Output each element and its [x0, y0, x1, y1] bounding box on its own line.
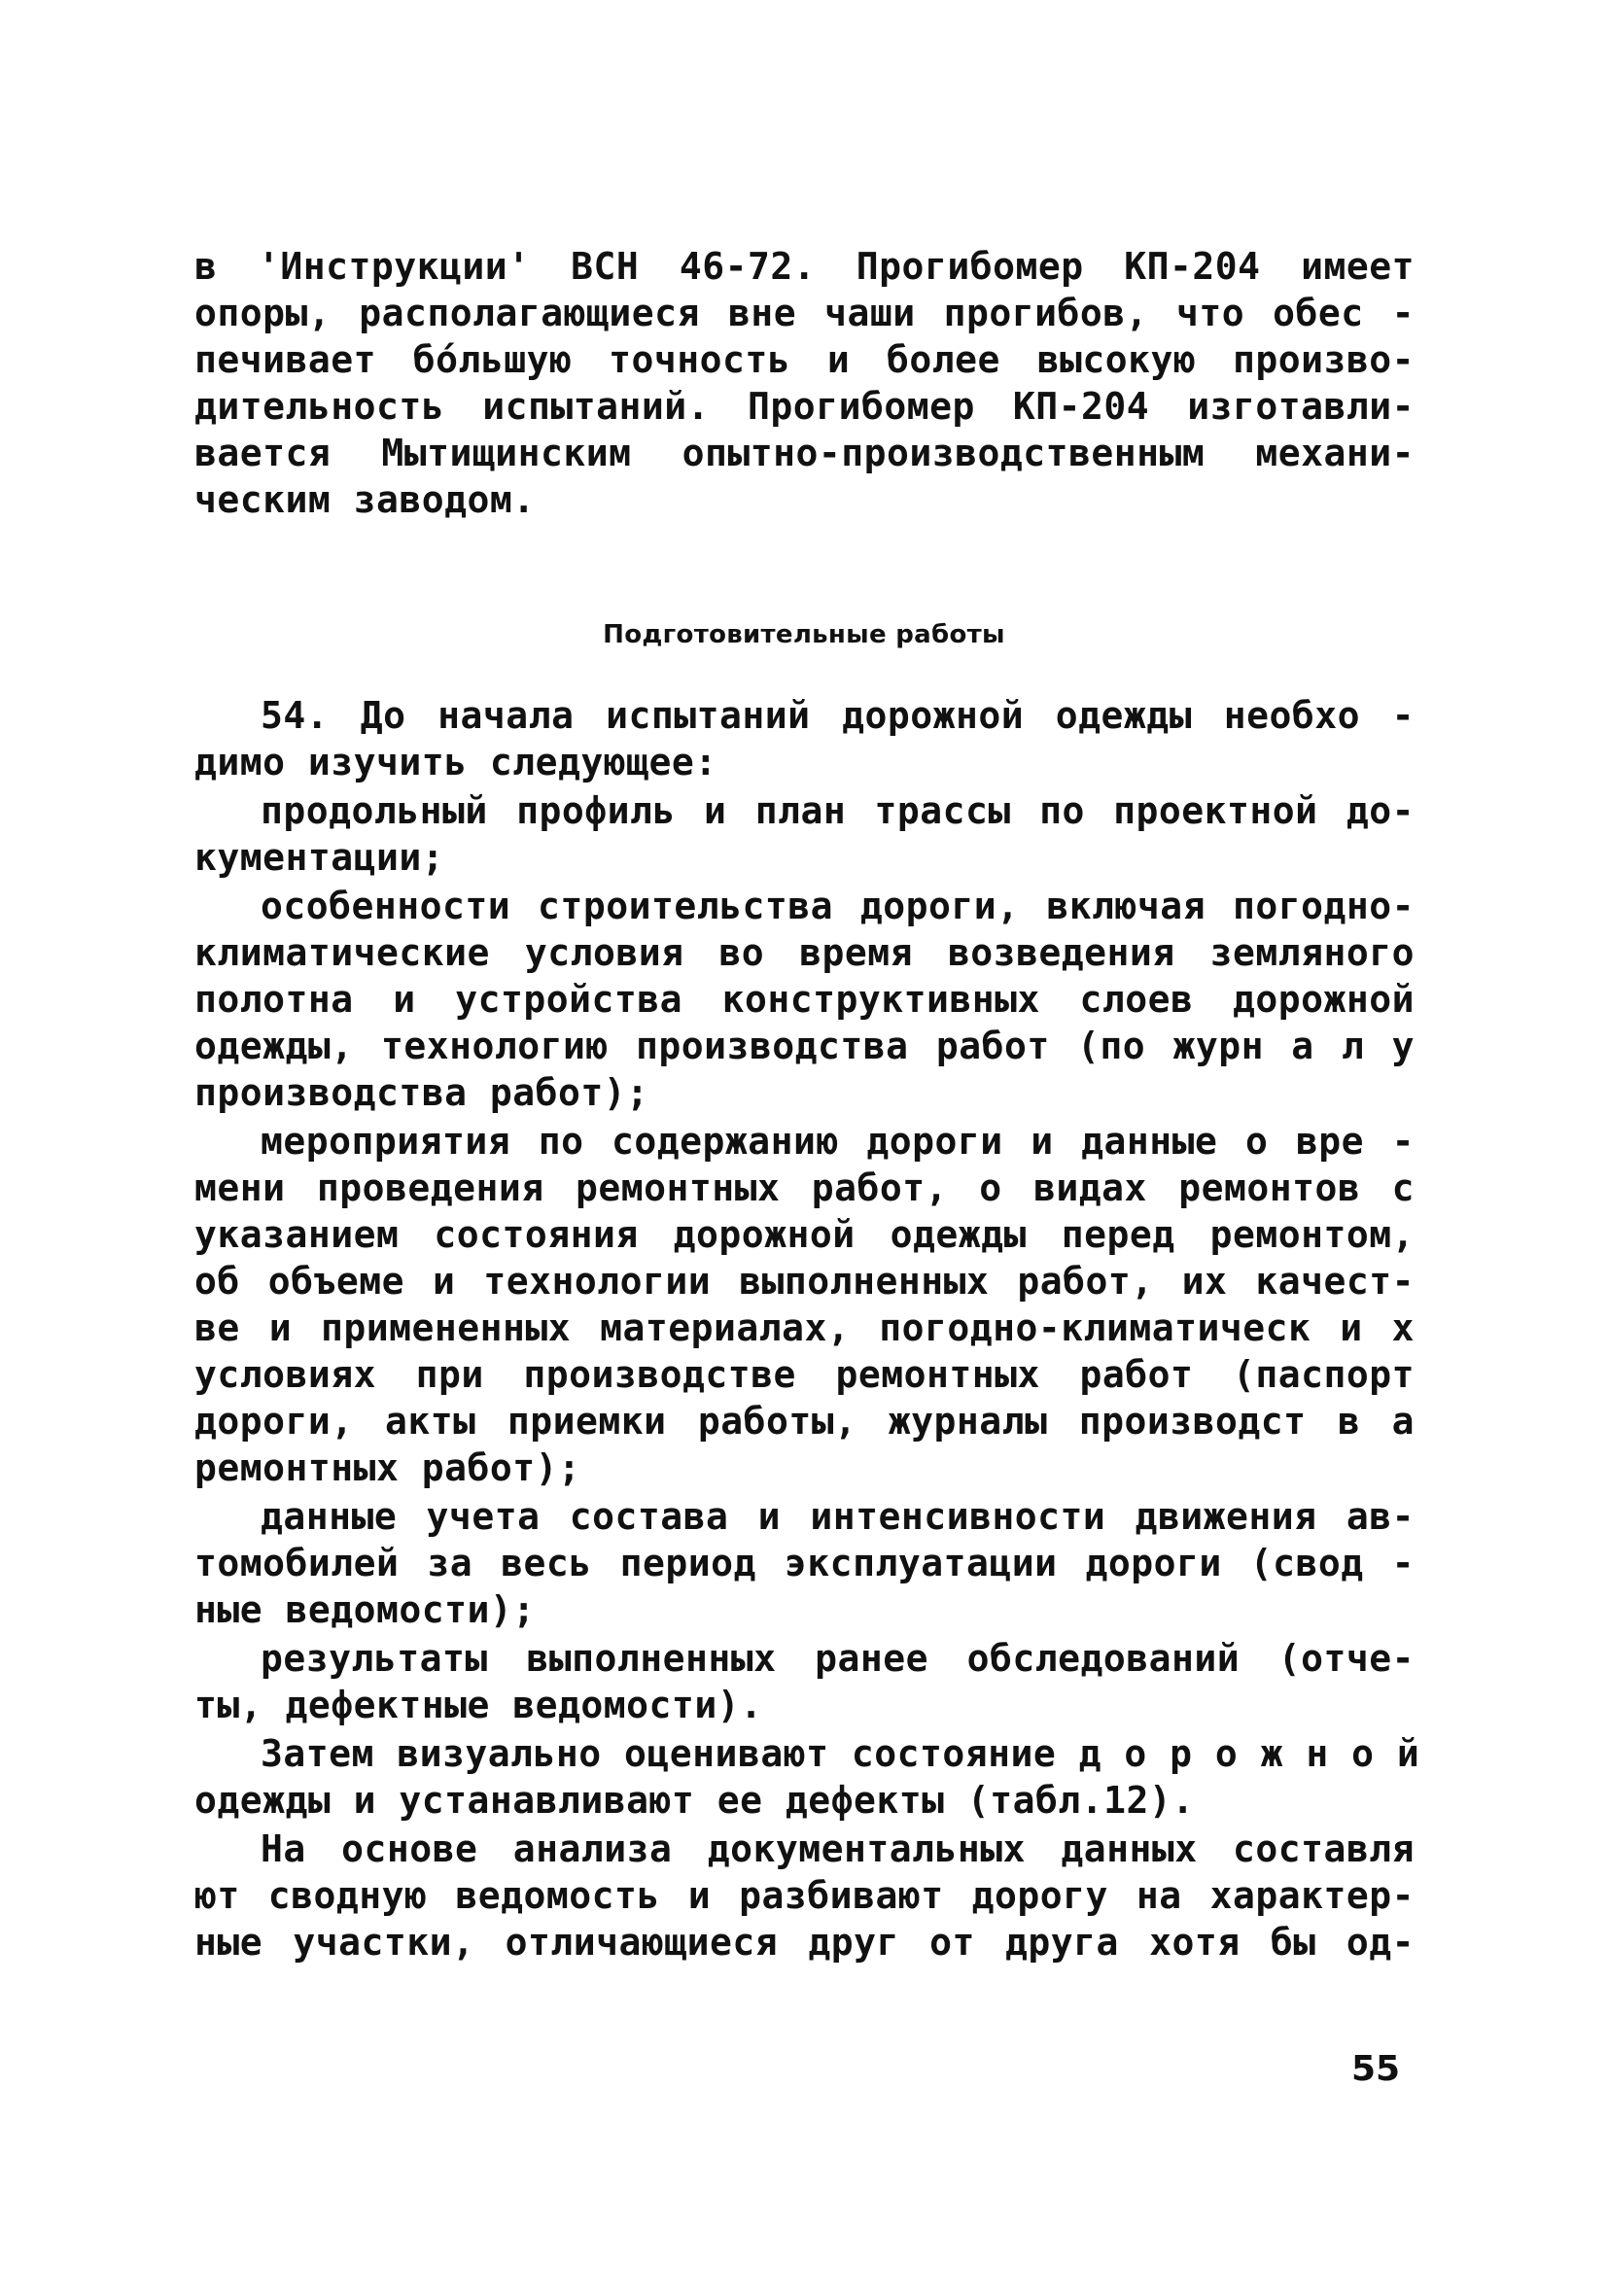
text-line: ные ведомости); [194, 1588, 536, 1631]
text-line: печивает бо́льшую точность и более высокую произво- [194, 338, 1415, 381]
text-line: 54. До начала испытаний дорожной одежды необхо - [261, 694, 1415, 737]
text-line: Затем визуально оценивают состояние д о р о ж н о й [261, 1732, 1420, 1775]
text-line: об объеме и технологии выполненных работ, их качест- [194, 1260, 1415, 1303]
text-line: ные участки, отличающиеся друг от друга хотя бы од- [194, 1921, 1415, 1964]
text-line: вается Мытищинским опытно-производственным механи- [194, 432, 1415, 474]
text-line: ют сводную ведомость и разбивают дорогу на характер- [194, 1874, 1415, 1917]
text-line: одежды, технологию производства работ (по журн а л у [194, 1025, 1415, 1067]
page-number: 55 [1351, 2049, 1401, 2089]
text-line: ческим заводом. [194, 478, 536, 521]
text-line: климатические условия во время возведения земляного [194, 931, 1415, 974]
text-line: особенности строительства дороги, включая погодно- [261, 885, 1415, 927]
text-line: ты, дефектные ведомости). [194, 1684, 763, 1726]
text-line: ве и примененных материалах, погодно-климатическ и х [194, 1306, 1415, 1349]
text-line: На основе анализа документальных данных составля [261, 1827, 1415, 1870]
text-line: мероприятия по содержанию дороги и данные о вре - [261, 1120, 1415, 1163]
text-line: дороги, акты приемки работы, журналы производст в а [194, 1400, 1415, 1443]
text-line: мени проведения ремонтных работ, о видах ремонтов с [194, 1166, 1415, 1209]
text-line: одежды и устанавливают ее дефекты (табл.12). [194, 1779, 1195, 1822]
text-line: указанием состояния дорожной одежды перед ремонтом, [194, 1213, 1415, 1256]
section-heading: Подготовительные работы [603, 620, 1005, 649]
text-line: полотна и устройства конструктивных слоев дорожной [194, 978, 1415, 1021]
text-line: ремонтных работ); [194, 1446, 581, 1489]
text-line: дительность испытаний. Прогибомер КП-204 изготавли- [194, 385, 1415, 428]
text-line: димо изучить следующее: [194, 741, 717, 783]
text-line: условиях при производстве ремонтных работ (паспорт [194, 1353, 1415, 1396]
text-line: опоры, располагающиеся вне чаши прогибов, что обес - [194, 292, 1415, 334]
text-line: данные учета состава и интенсивности движения ав- [261, 1495, 1415, 1538]
text-line: продольный профиль и план трассы по проектной до- [261, 789, 1415, 832]
text-line: кументации; [194, 836, 445, 879]
text-line: производства работ); [194, 1071, 649, 1114]
text-line: в 'Инструкции' ВСН 46-72. Прогибомер КП-204 имеет [194, 245, 1415, 288]
text-line: томобилей за весь период эксплуатации дороги (свод - [194, 1542, 1415, 1584]
text-line: результаты выполненных ранее обследований (отче- [261, 1637, 1415, 1680]
